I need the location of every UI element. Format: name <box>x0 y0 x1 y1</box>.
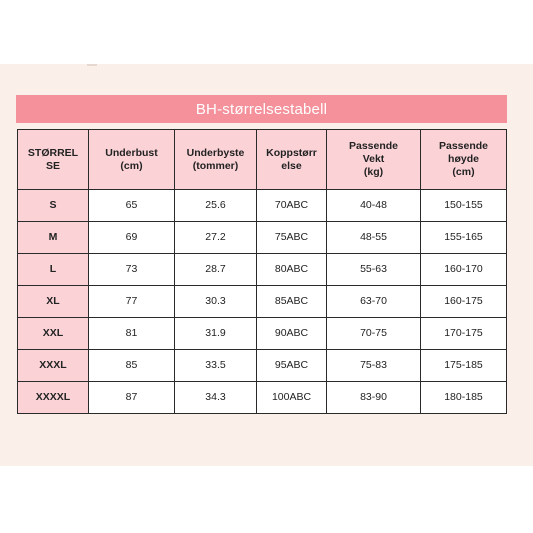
underbust-inches: 28.7 <box>175 254 257 286</box>
header-weight: Passende Vekt (kg) <box>327 130 421 190</box>
height-range: 180-185 <box>421 382 507 414</box>
cup-size: 100ABC <box>257 382 327 414</box>
cup-size: 90ABC <box>257 318 327 350</box>
header-height: Passende høyde (cm) <box>421 130 507 190</box>
height-range: 150-155 <box>421 190 507 222</box>
cup-size: 95ABC <box>257 350 327 382</box>
underbust-inches: 34.3 <box>175 382 257 414</box>
table-row <box>18 190 507 222</box>
height-range: 160-175 <box>421 286 507 318</box>
header-row <box>18 130 507 190</box>
table-title: BH-størrelsestabell <box>16 95 507 123</box>
underbust-cm: 65 <box>89 190 175 222</box>
weight-range: 55-63 <box>327 254 421 286</box>
header-size: STØRREL SE <box>18 130 89 190</box>
size-label: XXXL <box>18 350 89 382</box>
underbust-cm: 87 <box>89 382 175 414</box>
weight-range: 70-75 <box>327 318 421 350</box>
underbust-cm: 85 <box>89 350 175 382</box>
height-range: 170-175 <box>421 318 507 350</box>
underbust-cm: 73 <box>89 254 175 286</box>
size-label: M <box>18 222 89 254</box>
height-range: 175-185 <box>421 350 507 382</box>
underbust-inches: 33.5 <box>175 350 257 382</box>
size-label: L <box>18 254 89 286</box>
cup-size: 80ABC <box>257 254 327 286</box>
underbust-cm: 69 <box>89 222 175 254</box>
underbust-cm: 81 <box>89 318 175 350</box>
table-row <box>18 382 507 414</box>
underbust-inches: 27.2 <box>175 222 257 254</box>
size-label: XL <box>18 286 89 318</box>
decorative-mark <box>87 64 97 66</box>
weight-range: 83-90 <box>327 382 421 414</box>
underbust-inches: 25.6 <box>175 190 257 222</box>
header-cup-size: Koppstørr else <box>257 130 327 190</box>
table-row <box>18 318 507 350</box>
header-underbust-cm: Underbust (cm) <box>89 130 175 190</box>
cup-size: 70ABC <box>257 190 327 222</box>
table-row <box>18 222 507 254</box>
header-underbust-inches: Underbyste (tommer) <box>175 130 257 190</box>
table-row <box>18 350 507 382</box>
weight-range: 40-48 <box>327 190 421 222</box>
cup-size: 85ABC <box>257 286 327 318</box>
size-label: XXXXL <box>18 382 89 414</box>
table-row <box>18 254 507 286</box>
height-range: 160-170 <box>421 254 507 286</box>
table-row <box>18 286 507 318</box>
underbust-inches: 30.3 <box>175 286 257 318</box>
underbust-inches: 31.9 <box>175 318 257 350</box>
size-chart-table <box>17 129 507 414</box>
weight-range: 75-83 <box>327 350 421 382</box>
height-range: 155-165 <box>421 222 507 254</box>
underbust-cm: 77 <box>89 286 175 318</box>
cup-size: 75ABC <box>257 222 327 254</box>
weight-range: 63-70 <box>327 286 421 318</box>
weight-range: 48-55 <box>327 222 421 254</box>
size-label: S <box>18 190 89 222</box>
size-label: XXL <box>18 318 89 350</box>
